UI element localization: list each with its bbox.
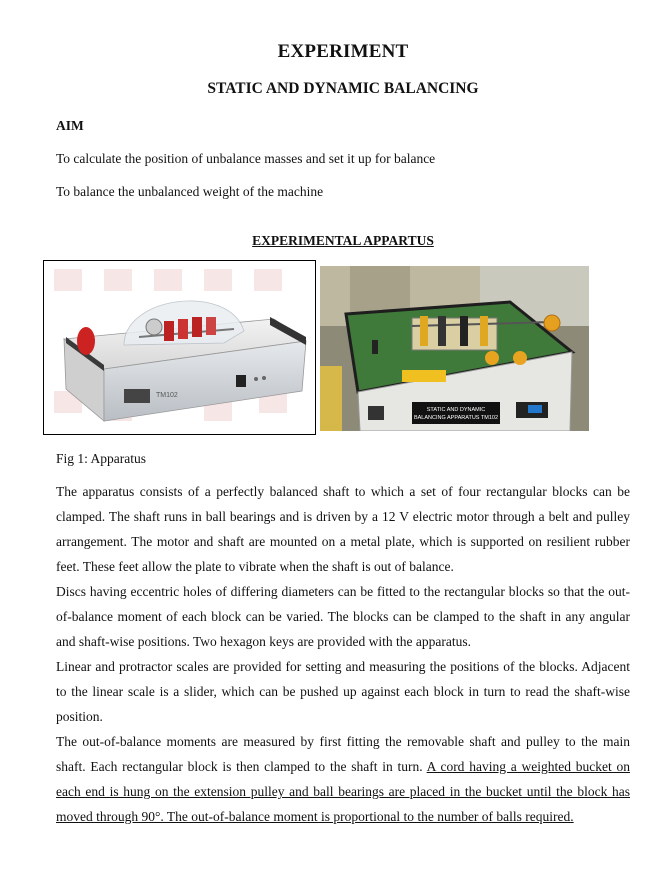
paragraph-4-plain: The out-of-balance moments are measured by first fitting the removable shaft and pulley to the main shaft. Each rectangular block is then clamped to the shaft in turn. [56, 734, 630, 774]
paragraph-3: Linear and protractor scales are provided for setting and measuring the positions of the blocks. Adjacent to the linear scale is a slider, which can be pushed up against each block in turn to read the shaft-wise position. [56, 659, 630, 724]
paragraph-1: The apparatus consists of a perfectly balanced shaft to which a set of four rectangular blocks can be clamped. The shaft runs in ball bearings and is driven by a 12 V electric motor through a belt and pulley arrangement. The motor and shaft are mounted on a metal plate, which is supported on resilient rubber feet. These feet allow the plate to vibrate when the shaft is out of balance. [56, 484, 630, 574]
apparatus-photo-right [320, 266, 589, 431]
page-title: EXPERIMENT [277, 41, 409, 62]
paragraph-2: Discs having eccentric holes of differing diameters can be fitted to the rectangular blocks so that the out-of-balance moment of each block can be varied. The blocks can be clamped to the shaft in any angular and shaft-wise positions. Two hexagon keys are provided with the apparatus. [56, 584, 630, 649]
paragraph-4-underlined: A cord having a weighted bucket on each end is hung on the extension pulley and ball bearings are placed in the bucket until the block has moved through 90°. The out-of-balance moment is proportional to the number of balls required. [56, 759, 631, 824]
aim-line-2: To balance the unbalanced weight of the machine [56, 184, 324, 199]
left-device-label: TM102 [156, 392, 178, 399]
right-device-label-1: STATIC AND DYNAMIC [426, 407, 486, 413]
page-subtitle: STATIC AND DYNAMIC BALANCING [207, 80, 479, 97]
figure-caption: Fig 1: Apparatus [56, 451, 146, 466]
aim-heading: AIM [56, 118, 84, 133]
aim-line-1: To calculate the position of unbalance masses and set it up for balance [56, 151, 436, 166]
apparatus-photo-left [43, 260, 316, 435]
apparatus-heading: EXPERIMENTAL APPARTUS [252, 233, 434, 248]
paragraph-4 [56, 729, 630, 829]
body-text [56, 479, 630, 829]
right-device-label-2: BALANCING APPARATUS TM102 [413, 415, 499, 421]
